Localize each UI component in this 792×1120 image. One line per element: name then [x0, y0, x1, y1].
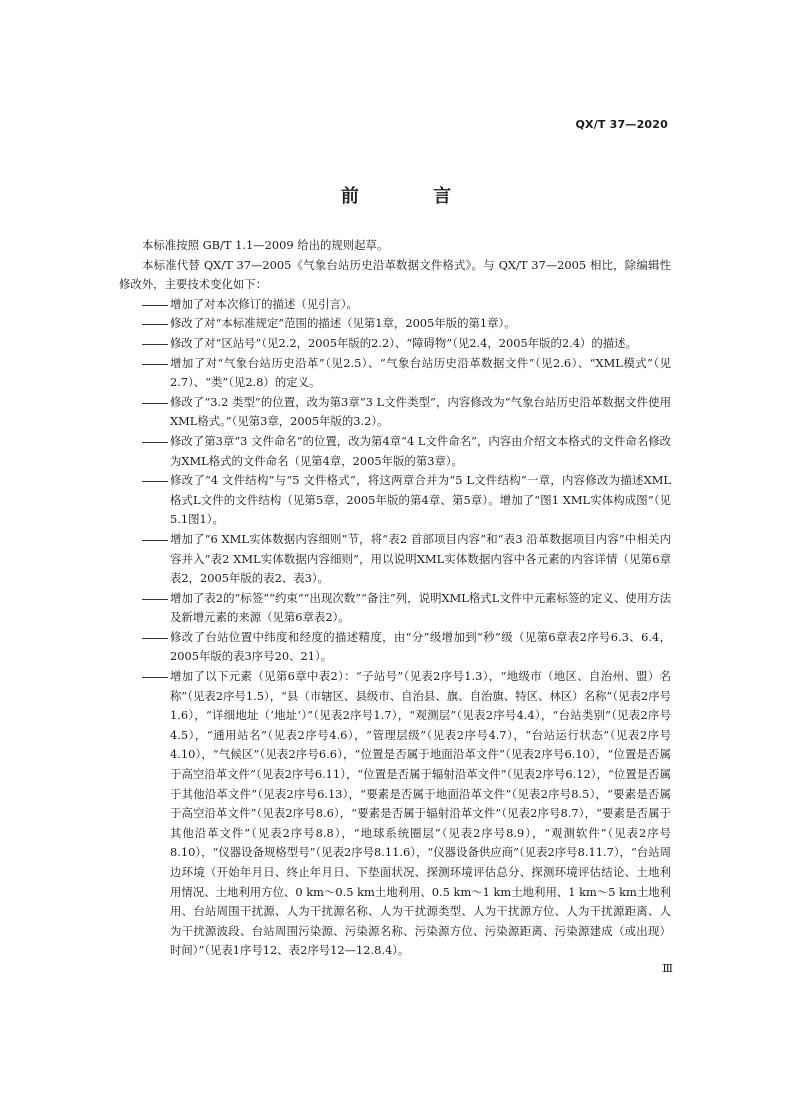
dash-marker [119, 628, 170, 667]
page-number: Ⅲ [662, 962, 673, 975]
dash-marker [119, 354, 170, 393]
dash-marker [119, 314, 170, 334]
change-item [119, 589, 671, 628]
change-item [119, 471, 671, 530]
dash-marker [119, 589, 170, 628]
change-item-text: 增加了对“气象台站历史沿革”（见2.5）、“气象台站历史沿革数据文件”（见2.6）、“XML模式”（见2.7）、“类”（见2.8）的定义。 [170, 355, 671, 390]
change-item-text: 修改了“4 文件结构”与“5 文件格式”，将这两章合并为“5 L文件结构”一章，内容修改为描述XML格式L文件的文件结构（见第5章，2005年版的第4章、第5章）。增加了“图1 XML实体构成图”（见5.1图1）。 [170, 473, 671, 527]
intro-paragraph-2: 本标准代替 QX/T 37—2005《气象台站历史沿革数据文件格式》。与 QX/T 37—2005 相比，除编辑性修改外，主要技术变化如下： [119, 257, 671, 292]
dash-marker [119, 471, 170, 530]
change-item [119, 530, 671, 589]
change-item [119, 432, 671, 471]
intro-paragraph-1: 本标准按照 GB/T 1.1—2009 给出的规则起草。 [142, 238, 389, 252]
change-item-text: 修改了对“区站号”（见2.2，2005年版的2.2）、“障碍物”（见2.4，2005年版的2.4）的描述。 [170, 335, 637, 350]
dash-marker [119, 393, 170, 432]
dash-marker [119, 667, 170, 961]
change-item [119, 334, 671, 354]
dash-marker [119, 530, 170, 589]
change-item [119, 393, 671, 432]
page-title: 前 言 [340, 186, 486, 207]
change-item-text: 修改了对“本标准规定”范围的描述（见第1章，2005年版的第1章）。 [170, 316, 516, 331]
dash-marker [119, 295, 170, 315]
change-item-text: 修改了台站位置中纬度和经度的描述精度，由“分”级增加到“秒”级（见第6章表2序号6.3、6.4，2005年版的表3序号20、21）。 [170, 629, 671, 664]
dash-marker [119, 334, 170, 354]
change-item-text: 修改了第3章“3 文件命名”的位置，改为第4章“4 L文件命名”，内容由介绍文本格式的文件命名修改为XML格式的文件命名（见第4章，2005年版的第3章）。 [170, 433, 671, 468]
change-item [119, 314, 671, 334]
change-item [119, 295, 671, 315]
change-item-text: 增加了以下元素（见第6章中表2）：“子站号”（见表2序号1.3），“地级市（地区、自治州、盟）名称”（见表2序号1.5），“县（市辖区、县级市、自治县、旗、自治旗、特区、林区）名称”（见表2序号1.6），“详细地址（‘地址’）”（见表2序号1.7），“观测层”（见表2序号4.4），“台站类别”（见表2序号4.5），“通用站名”（见表2序号4.6），“管理层级”（见表2序号4.7），“台站运行状态”（见表2序号4.10），“气候区”（见表2序号6.6），“位置是否属于地面沿革文件”（见表2序号6.10），“位置是否属于高空沿革文件”（见表2序号6.11），“位置是否属于辐射沿革文件”（见表2序号6.12），“位置是否属于其他沿革文件”（见表2序号6.13），“要素是否属于地面沿革文件”（见表2序号8.5），“要素是否属于高空沿革文件”（见表2序号8.6），“要素是否属于辐射沿革文件”（见表2序号8.7），“要素是否属于其他沿革文件”（见表2序号8.8），“地球系统圈层”（见表2序号8.9），“观测软件”（见表2序号8.10），“仪器设备规格型号”（见表2序号8.11.6），“仪器设备供应商”（见表2序号8.11.7），“台站周边环境（开始年月日、终止年月日、下垫面状况、探测环境评估总分、探测环境评估结论、土地利用情况、土地利用方位、0 km～0.5 km土地利用、0.5 km～1 km土地利用、1 km～5 km土地利用、台站周围干扰源、人为干扰源名称、人为干扰源类型、人为干扰源方位、人为干扰源距离、人为干扰源波段、台站周围污染源、污染源名称、污染源方位、污染源距离、污染源建成（或出现）时间）”（见表1序号12、表2序号12—12.8.4）。 [170, 669, 671, 958]
foreword-body [119, 236, 671, 961]
change-item-text: 修改了“3.2 类型”的位置，改为第3章“3 L文件类型”，内容修改为“气象台站历史沿革数据文件使用XML格式。”（见第3章，2005年版的3.2）。 [170, 394, 671, 429]
change-item [119, 354, 671, 393]
change-item [119, 628, 671, 667]
change-item [119, 667, 671, 961]
dash-marker [119, 432, 170, 471]
change-item-text: 增加了“6 XML实体数据内容细则”节，将“表2 首部项目内容”和“表3 沿革数据项目内容”中相关内容并入“表2 XML实体数据内容细则”，用以说明XML实体数据内容中各元素的内容详情（见第6章表2，2005年版的表2、表3）。 [170, 531, 671, 586]
standard-code: QX/T 37—2020 [575, 118, 668, 131]
change-item-text: 增加了表2的“标签”“约束”“出现次数”“备注”列，说明XML格式L文件中元素标签的定义、使用方法及新增元素的来源（见第6章表2）。 [170, 590, 671, 625]
change-item-text: 增加了对本次修订的描述（见引言）。 [170, 296, 358, 311]
